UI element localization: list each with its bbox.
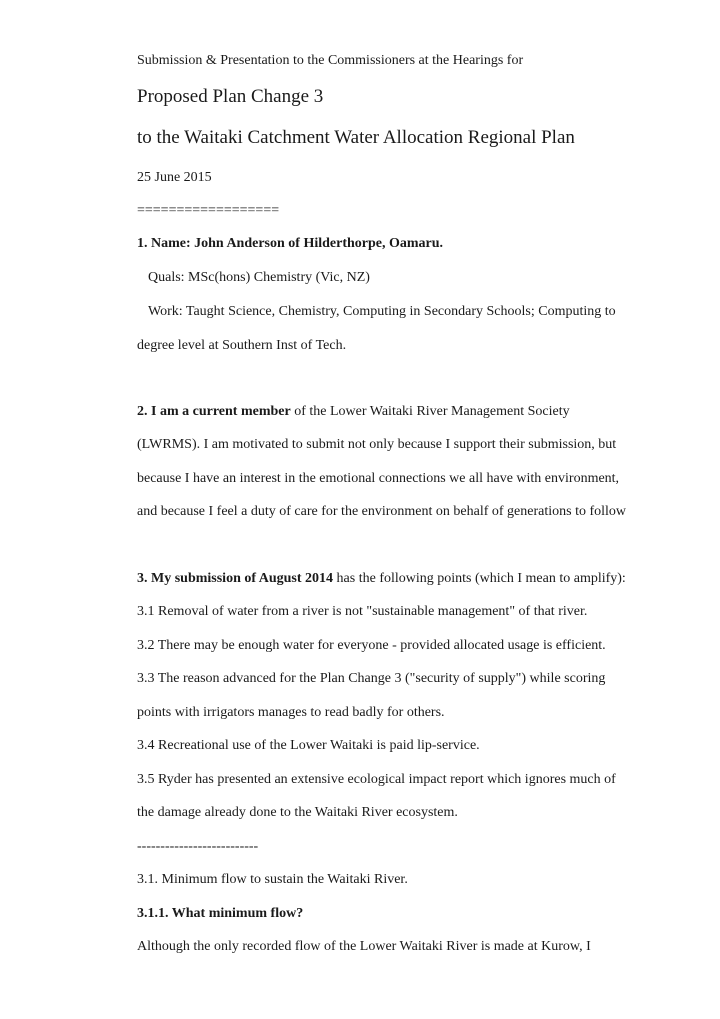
point-3-5-line-2: the damage already done to the Waitaki River ecosystem. [137,805,458,820]
point-3-1: 3.1 Removal of water from a river is not "sustainable management" of that river. [137,604,588,619]
intro-line: Submission & Presentation to the Commissioners at the Hearings for [137,53,524,68]
document-date: 25 June 2015 [137,170,212,185]
document-subtitle: to the Waitaki Catchment Water Allocation Regional Plan [137,127,575,148]
document-title: Proposed Plan Change 3 [137,86,324,107]
dashed-divider: -------------------------- [137,839,259,854]
section2-line-4: and because I feel a duty of care for the environment on behalf of generations to follow [137,504,627,519]
section3-line-1-rest: has the following points (which I mean to amplify): [333,571,626,586]
section-3-1-heading: 3.1. Minimum flow to sustain the Waitaki River. [137,872,408,887]
separator-line: ================== [137,203,280,218]
section3-line-1 [137,570,626,588]
section2-line-1-rest: of the Lower Waitaki River Management Society [290,404,570,419]
section-3-1-1-line-1: Although the only recorded flow of the Lower Waitaki River is made at Kurow, I [137,939,591,954]
section-3-1-1-heading [137,905,303,923]
section2-line-1 [137,403,570,421]
section1-heading-text: 1. Name: John Anderson of Hilderthorpe, Oamaru. [137,236,444,251]
section2-bold-lead: 2. I am a current member [137,404,291,419]
section-3-1-1-heading-text: 3.1.1. What minimum flow? [137,906,304,921]
point-3-3-line-2: points with irrigators manages to read badly for others. [137,705,445,720]
work-line-1: Work: Taught Science, Chemistry, Computing in Secondary Schools; Computing to [148,304,616,319]
point-3-3-line-1: 3.3 The reason advanced for the Plan Change 3 ("security of supply") while scoring [137,671,606,686]
point-3-2: 3.2 There may be enough water for everyone - provided allocated usage is efficient. [137,638,606,653]
point-3-4: 3.4 Recreational use of the Lower Waitaki is paid lip-service. [137,738,480,753]
quals-line: Quals: MSc(hons) Chemistry (Vic, NZ) [148,270,370,285]
work-line-2: degree level at Southern Inst of Tech. [137,338,347,353]
point-3-5-line-1: 3.5 Ryder has presented an extensive ecological impact report which ignores much of [137,772,616,787]
section2-line-3: because I have an interest in the emotional connections we all have with environment, [137,471,620,486]
section1-heading [137,235,443,253]
section3-bold-lead: 3. My submission of August 2014 [137,571,334,586]
section2-line-2: (LWRMS). I am motivated to submit not only because I support their submission, but [137,437,617,452]
